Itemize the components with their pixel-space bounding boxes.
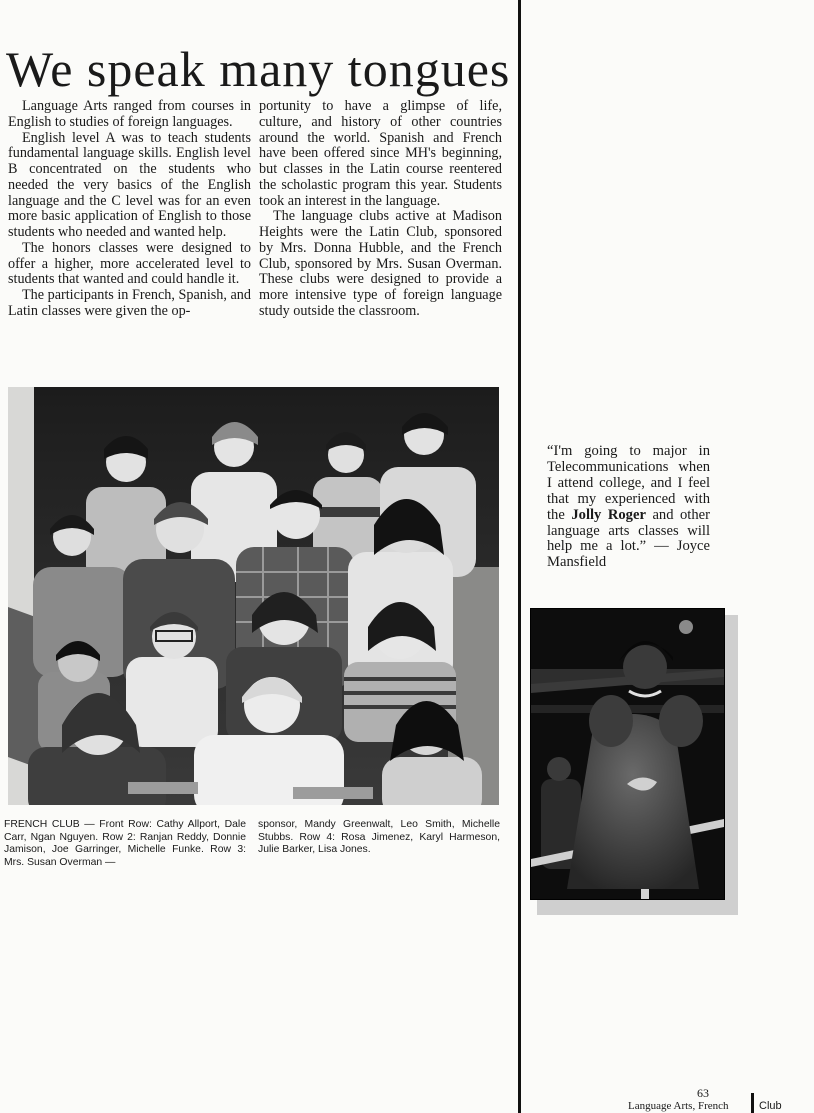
page-title: We speak many tongues	[6, 41, 511, 97]
quote-text: “I'm going to major in Telecommunications when I attend college, and I feel that my experienced with the	[547, 443, 710, 523]
vertical-divider	[518, 0, 521, 1113]
quote-text-end: and other language arts classes will help me a lot.” — Joyce Mansfield	[547, 506, 710, 571]
footer-divider	[751, 1093, 754, 1113]
article-paragraph: English level A was to teach students fundamental language skills. English level B concentrated on the students who needed the very basics of the English language and the C level was for an even more basic application of English to those students who needed and wanted help.	[8, 129, 251, 240]
article-paragraph: Language Arts ranged from courses in English to studies of foreign languages.	[8, 98, 251, 130]
photo-caption: FRENCH CLUB — Front Row: Cathy Allport, Dale Carr, Ngan Nguyen. Row 2: Ranjan Reddy, Donnie Jamison, Joe Garringer, Michelle Funke. Row 3: Mrs. Susan Overman —	[4, 819, 246, 868]
photo-caption-continued: sponsor, Mandy Greenwalt, Leo Smith, Michelle Stubbs. Row 4: Rosa Jimenez, Karyl Harmeson, Julie Barker, Lisa Jones.	[258, 819, 500, 856]
article-column-2	[259, 99, 502, 320]
article-column-1	[8, 99, 251, 320]
article-paragraph: The participants in French, Spanish, and Latin classes were given the op-	[8, 287, 251, 319]
french-club-group-photo	[8, 387, 499, 805]
article-paragraph: portunity to have a glimpse of life, culture, and history of other countries around the world. Spanish and French have been offered since MH's beginning, but classes in the Latin course reentered the scholastic program this year. Students took an interest in the language.	[259, 98, 502, 209]
article-paragraph: The honors classes were designed to offer a higher, more accelerated level to students that wanted and could handle it.	[8, 239, 251, 288]
quote-emphasis: Jolly Roger	[571, 506, 646, 523]
section-label-club: Club	[759, 1100, 782, 1112]
joyce-mansfield-photo	[530, 608, 725, 900]
page-number: 63	[697, 1086, 709, 1100]
article-paragraph: The language clubs active at Madison Heights were the Latin Club, sponsored by Mrs. Donna Hubble, and the French Club, sponsored by Mrs. Susan Overman. These clubs were designed to provide a more intensive type of foreign language study outside the classroom.	[259, 208, 502, 319]
pull-quote	[547, 444, 710, 571]
section-label: Language Arts, French	[628, 1100, 729, 1112]
